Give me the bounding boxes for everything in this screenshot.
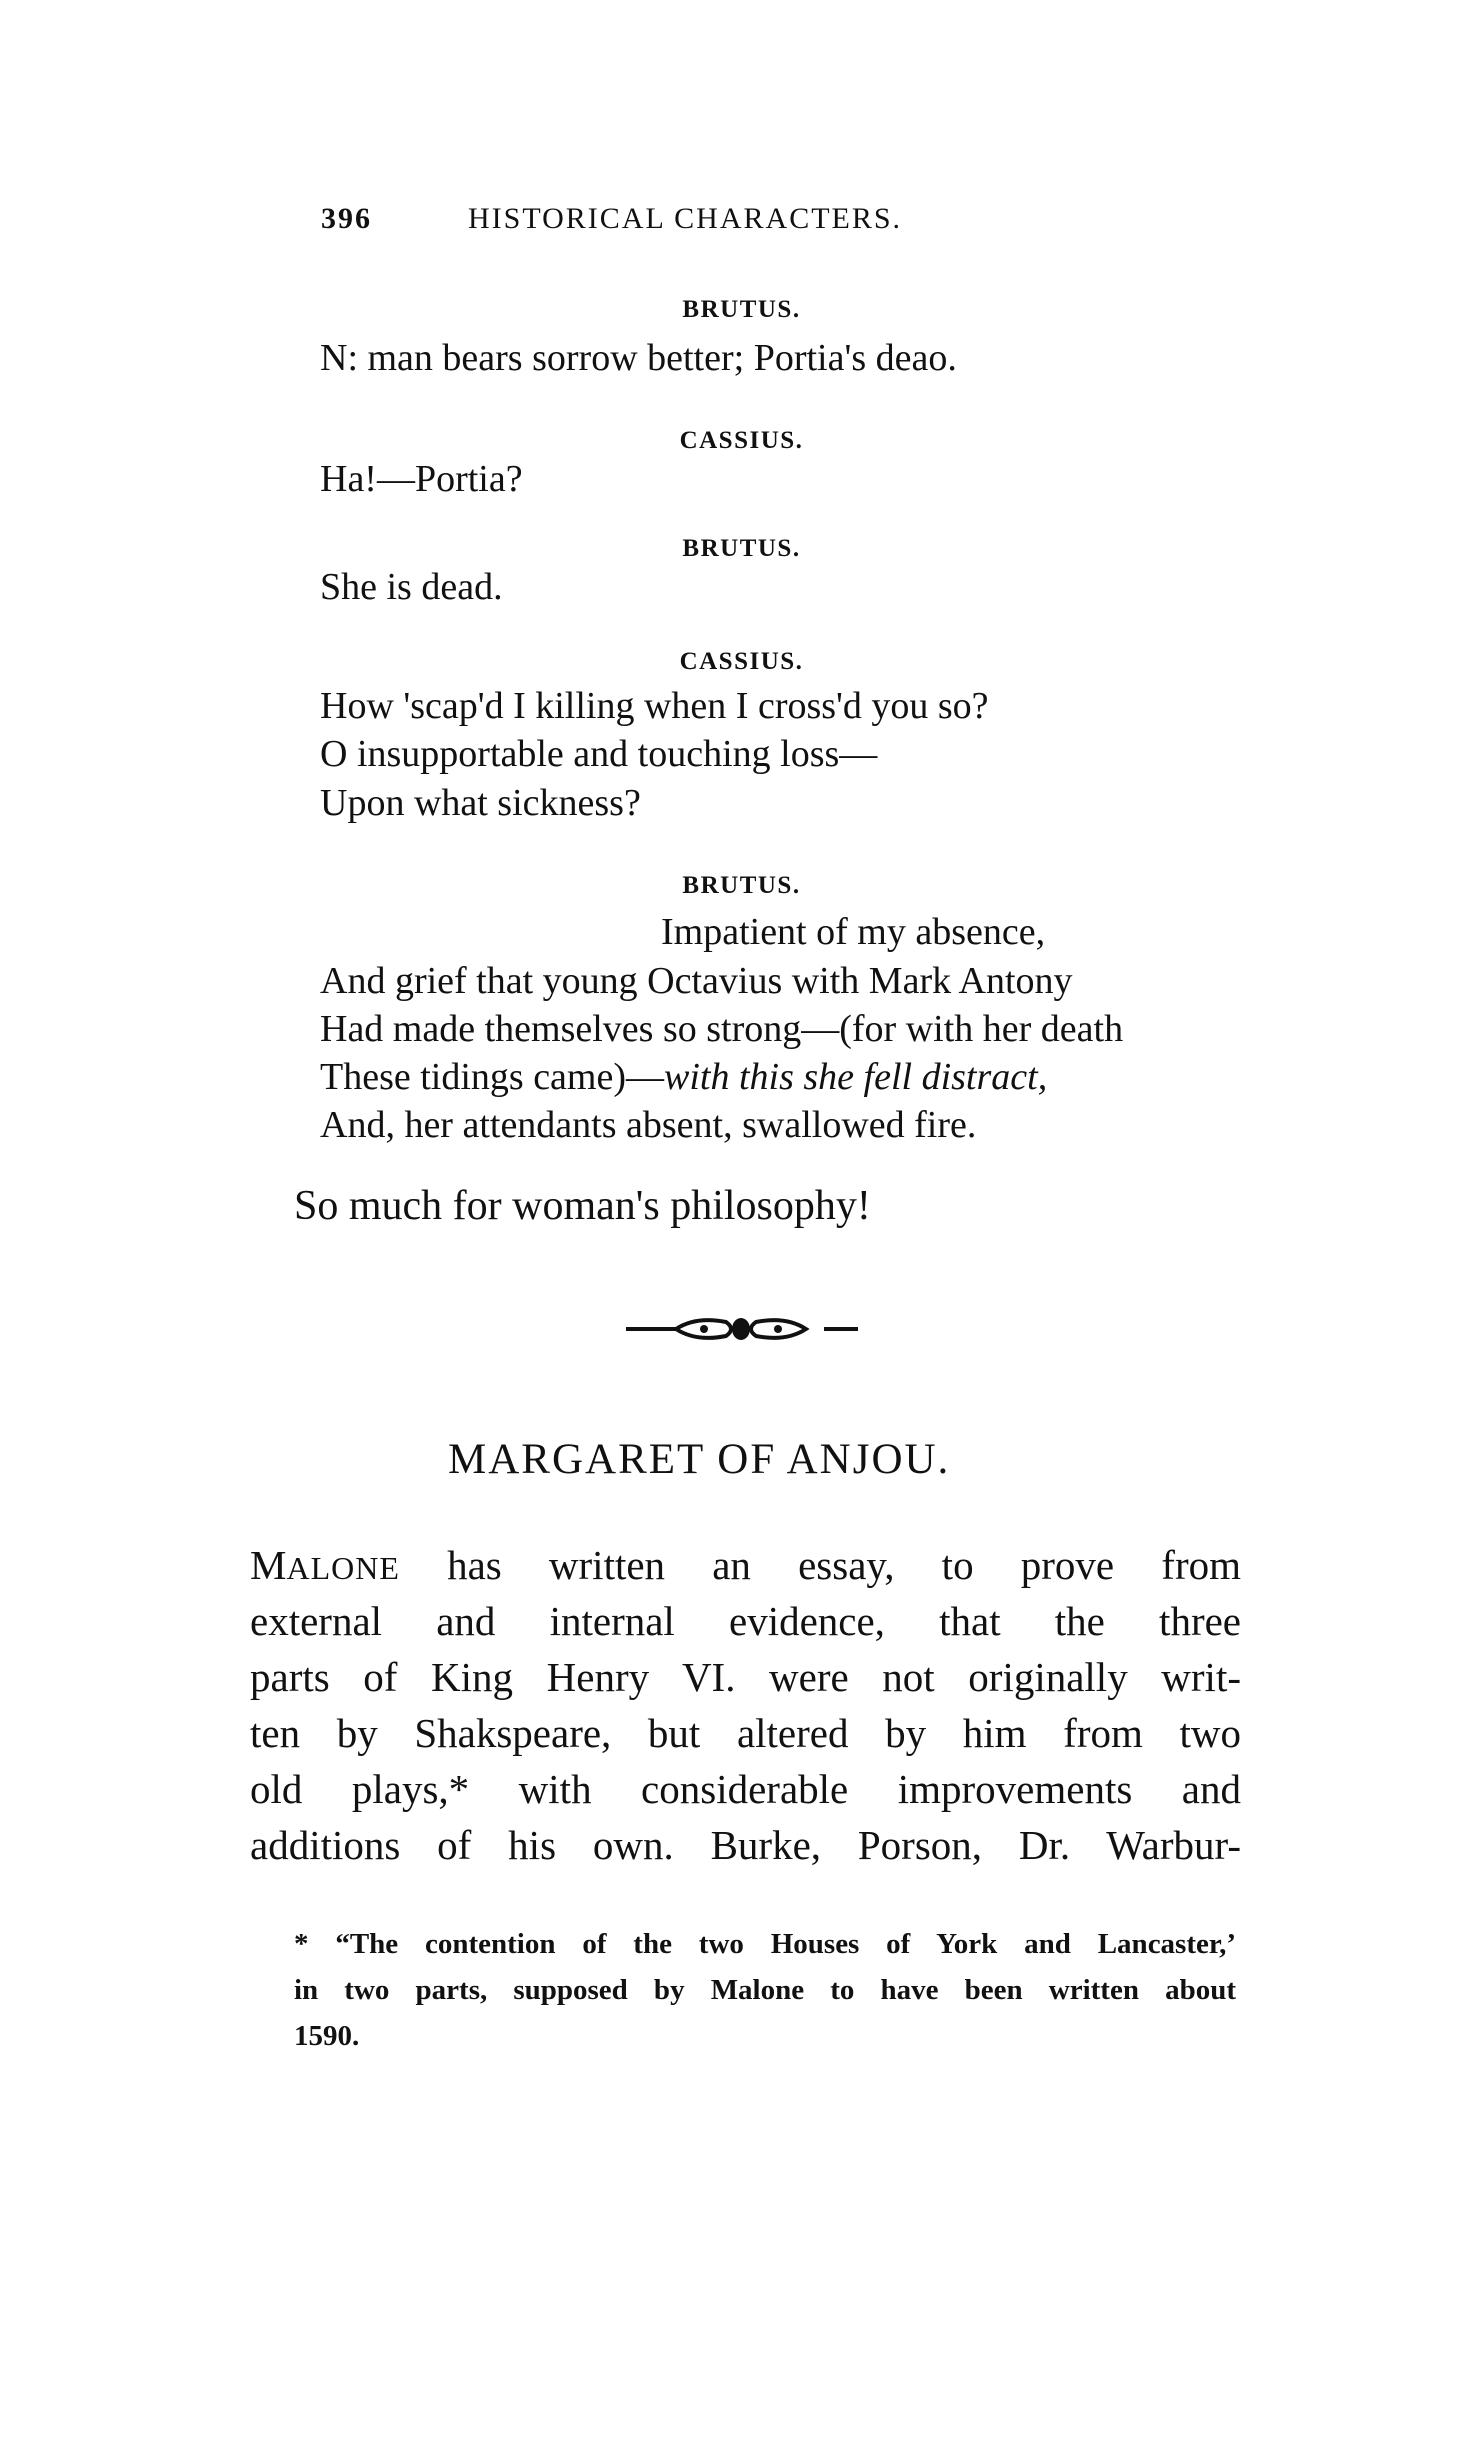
speaker-label: BRUTUS. — [682, 296, 801, 323]
verse-line: And, her attendants absent, swallowed fire. — [320, 1104, 977, 1146]
speaker-label: BRUTUS. — [682, 872, 801, 899]
verse-line: N: man bears sorrow better; Portia's deao. — [320, 337, 957, 379]
comment-line: So much for woman's philosophy! — [294, 1183, 871, 1229]
running-title: HISTORICAL CHARACTERS. — [468, 202, 903, 235]
verse-roman: These tidings came)— — [320, 1056, 665, 1098]
verse-line: Ha!—Portia? — [320, 458, 523, 500]
paragraph-line: external and internal evidence, that the three — [250, 1598, 1241, 1644]
footnote-line: 1590. — [294, 2020, 360, 2052]
speaker-label: BRUTUS. — [682, 535, 801, 562]
verse-line — [320, 1058, 1047, 1096]
verse-line: Had made themselves so strong—(for with her death — [320, 1008, 1124, 1050]
paragraph-line: ten by Shakspeare, but altered by him from two — [250, 1710, 1241, 1756]
drop-word: MALONE — [250, 1542, 400, 1588]
paragraph-line: old plays,* with considerable improvements and — [250, 1766, 1241, 1812]
footnote-line: in two parts, supposed by Malone to have been written about — [294, 1974, 1236, 2006]
speaker-label: CASSIUS. — [679, 648, 804, 675]
verse-line: And grief that young Octavius with Mark Antony — [320, 960, 1073, 1002]
verse-line: Impatient of my absence, — [661, 911, 1046, 953]
verse-italic: with this she fell distract, — [664, 1056, 1048, 1098]
paragraph-line: MALONE has written an essay, to prove from — [250, 1542, 1241, 1588]
verse-line: She is dead. — [320, 566, 503, 608]
body-paragraph — [250, 1537, 1241, 1873]
section-title: MARGARET OF ANJOU. — [448, 1436, 951, 1483]
verse-line: O insupportable and touching loss— — [320, 733, 878, 775]
page-number: 396 — [321, 202, 372, 235]
speaker-label: CASSIUS. — [679, 427, 804, 454]
footnote — [294, 1921, 1236, 2059]
ornament-divider-icon — [626, 1314, 858, 1344]
paragraph-line: parts of King Henry VI. were not originally writ- — [250, 1654, 1241, 1700]
paragraph-line: additions of his own. Burke, Porson, Dr. Warbur- — [250, 1822, 1241, 1868]
verse-line: Upon what sickness? — [320, 782, 641, 824]
footnote-line: * “The contention of the two Houses of York and Lancaster,’ — [294, 1928, 1236, 1960]
verse-line: How 'scap'd I killing when I cross'd you so? — [320, 685, 989, 727]
